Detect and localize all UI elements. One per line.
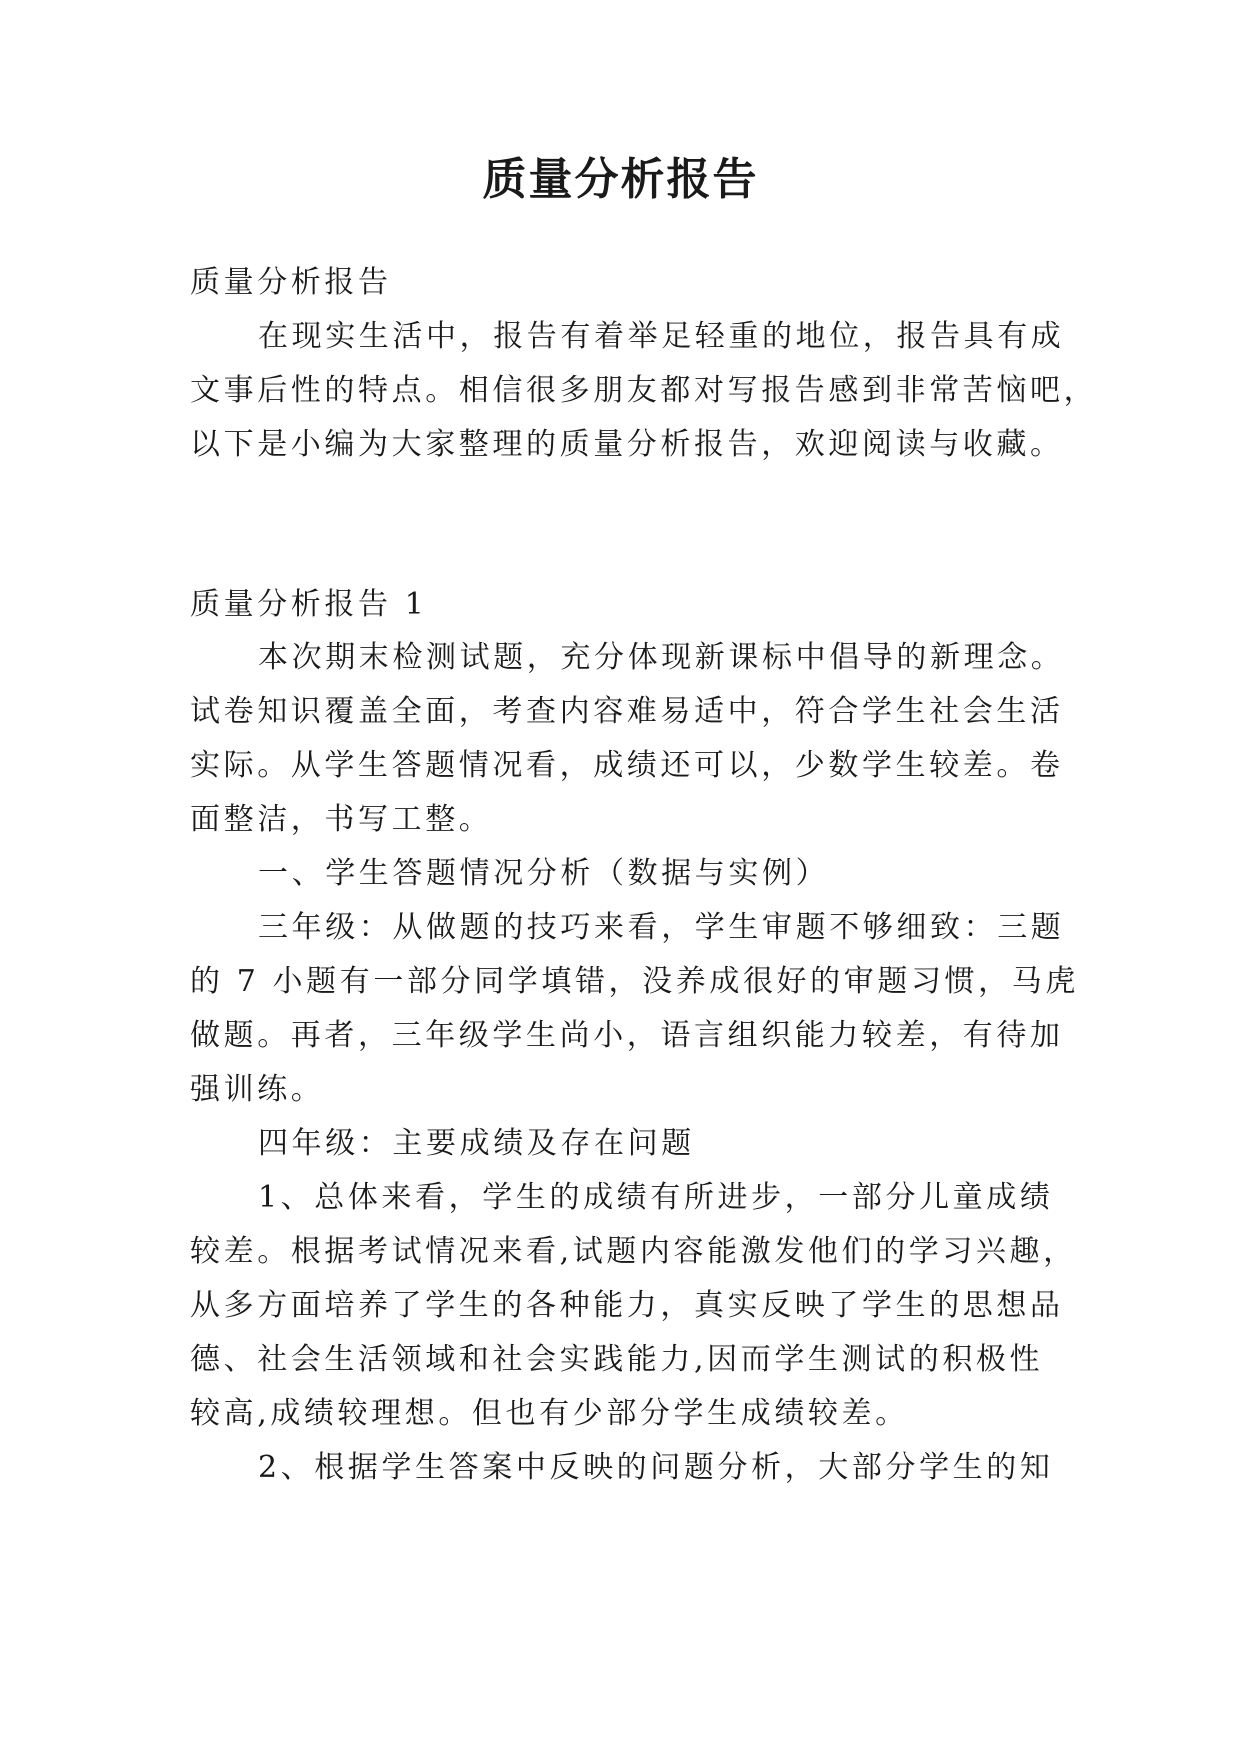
- section1-line: 面整洁，书写工整。: [190, 802, 493, 837]
- intro-line: 文事后性的特点。相信很多朋友都对写报告感到非常苦恼吧，: [190, 373, 1098, 408]
- section1-line: 做题。再者，三年级学生尚小，语言组织能力较差，有待加: [190, 1018, 1064, 1053]
- section1-line: 三年级：从做题的技巧来看，学生审题不够细致：三题: [258, 910, 1065, 945]
- intro-heading: 质量分析报告: [190, 265, 392, 300]
- section1-line: 强训练。: [190, 1072, 325, 1107]
- section1-line: 较差。根据考试情况来看,试题内容能激发他们的学习兴趣，: [190, 1234, 1077, 1269]
- document-title: 质量分析报告: [482, 154, 759, 205]
- intro-line: 在现实生活中，报告有着举足轻重的地位，报告具有成: [258, 319, 1065, 354]
- section1-line: 实际。从学生答题情况看，成绩还可以，少数学生较差。卷: [190, 748, 1064, 783]
- section1-line: 的 7 小题有一部分同学填错，没养成很好的审题习惯，马虎: [190, 964, 1079, 999]
- section1-subheading: 四年级：主要成绩及存在问题: [258, 1126, 695, 1161]
- intro-line: 以下是小编为大家整理的质量分析报告，欢迎阅读与收藏。: [190, 427, 1064, 462]
- section1-line: 德、社会生活领域和社会实践能力,因而学生测试的积极性: [190, 1342, 1044, 1377]
- section1-line: 1、总体来看，学生的成绩有所进步，一部分儿童成绩: [258, 1180, 1054, 1215]
- section1-line: 从多方面培养了学生的各种能力，真实反映了学生的思想品: [190, 1288, 1064, 1323]
- section1-line: 本次期末检测试题，充分体现新课标中倡导的新理念。: [258, 640, 1065, 675]
- section1-line: 2、根据学生答案中反映的问题分析，大部分学生的知: [258, 1450, 1054, 1485]
- section1-heading: 质量分析报告 1: [190, 587, 428, 622]
- section1-line: 试卷知识覆盖全面，考查内容难易适中，符合学生社会生活: [190, 694, 1064, 729]
- section1-subheading: 一、学生答题情况分析（数据与实例）: [258, 856, 830, 891]
- section1-line: 较高,成绩较理想。但也有少部分学生成绩较差。: [190, 1396, 909, 1431]
